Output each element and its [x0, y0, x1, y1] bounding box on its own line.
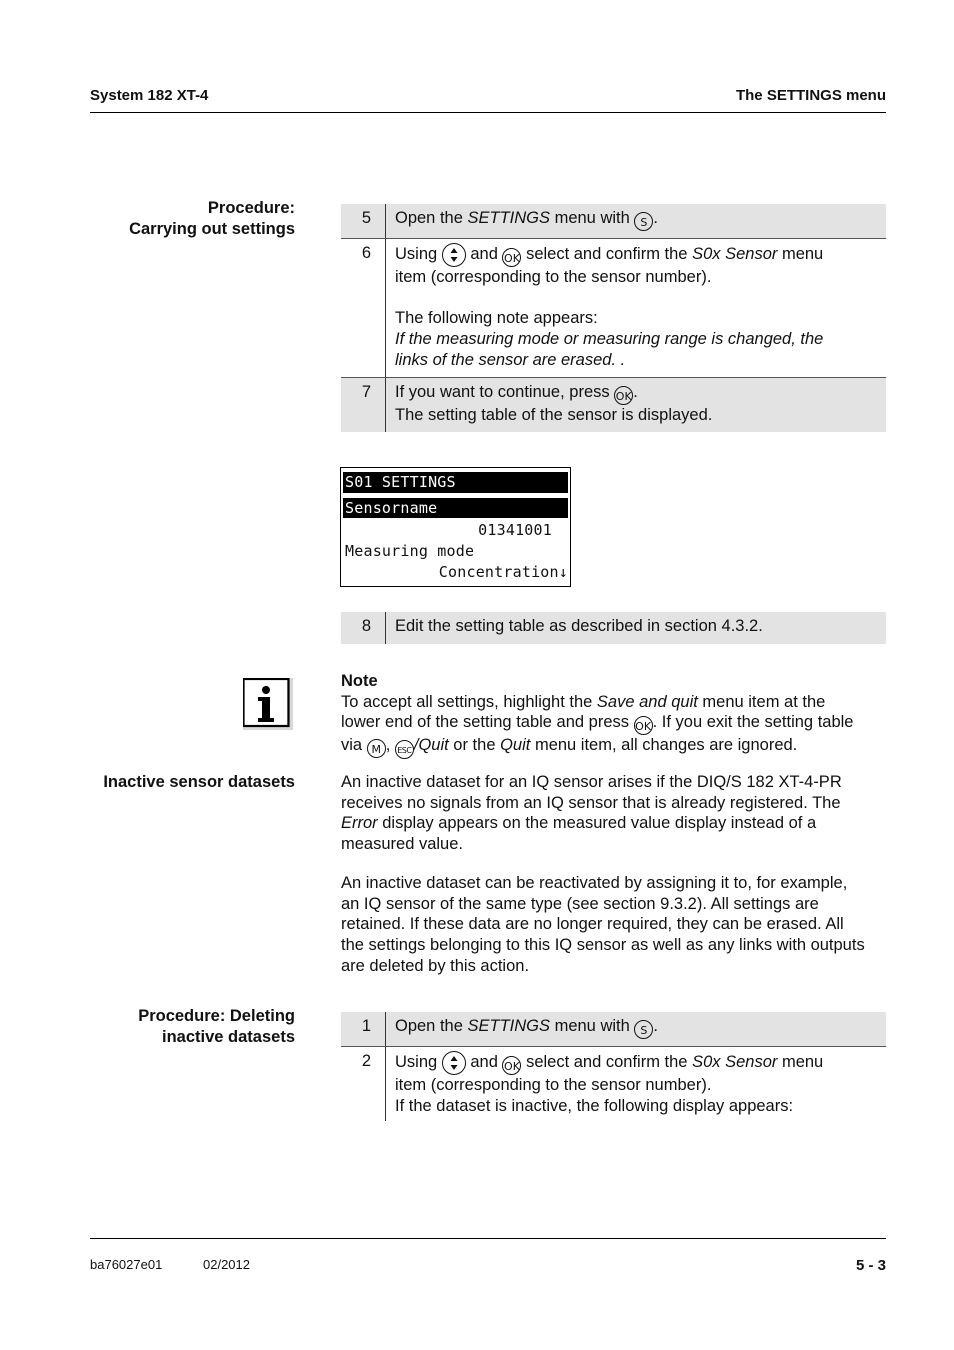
note-block: Note To accept all settings, highlight the Save and quit menu item at the lower end of the setting table and press OK. If you exit the setting table via M , ESC /Quit or the Quit menu item, all changes are ignored. [341, 671, 886, 759]
ok-key-icon: OK [614, 386, 633, 405]
inactive-paragraph-2: An inactive dataset can be reactivated by assigning it to, for example, an IQ sensor of the same type (see section 9.3.2). All settings are retained. If these data are no longer required, they can be erased. All the settings belonging to this IQ sensor as well as any links with outputs are deleted by this action. [341, 874, 865, 975]
step-text: Open the SETTINGS menu with S . [395, 209, 658, 229]
s-key-icon: S [634, 212, 653, 231]
inactive-paragraph-1: An inactive dataset for an IQ sensor arises if the DIQ/S 182 XT-4-PR receives no signals from an IQ sensor that is already registered. The Error display appears on the measured value display instead of a measured value. [341, 773, 842, 854]
header-rule [90, 112, 886, 113]
steps-table-settings [341, 204, 886, 432]
step-number: 5 [341, 204, 386, 238]
info-icon [243, 678, 293, 730]
step-number: 6 [341, 239, 386, 377]
display-value: 01341001 [478, 521, 552, 539]
steps-table-deleting [341, 1012, 886, 1121]
step-text: Using and OK select and confirm the S0x Sensor menu item (corresponding to the sensor number). If the dataset is inactive, the following display appears: [395, 1053, 824, 1115]
ok-key-icon: OK [502, 248, 521, 267]
header-title: System 182 XT-4 [90, 87, 209, 104]
step-text: If you want to continue, press OK. The setting table of the sensor is displayed. [395, 383, 713, 424]
step-row [341, 1046, 886, 1121]
display-title: S01 SETTINGS [343, 472, 568, 493]
display-value: Concentration↓ [438, 563, 568, 581]
steps-table-edit [341, 612, 886, 644]
step-number: 2 [341, 1047, 386, 1121]
footer-date: 02/2012 [203, 1257, 250, 1272]
ok-key-icon: OK [634, 716, 653, 735]
step-text: Open the SETTINGS menu with S . [395, 1017, 658, 1037]
step-row [341, 204, 886, 238]
step-row [341, 612, 886, 644]
note-title: Note [341, 672, 378, 690]
step-row [341, 377, 886, 432]
step-text: Using and OK select and confirm the S0x Sensor menu item (corresponding to the sensor number). The following note appears: If the measuring mode or measuring range is changed, the links of the sensor are erased. . [395, 245, 824, 369]
up-down-arrow-key-icon [442, 243, 466, 267]
step-number: 7 [341, 378, 386, 432]
step-text: Edit the setting table as described in section 4.3.2. [395, 617, 763, 635]
footer-rule [90, 1238, 886, 1239]
m-key-icon: M [367, 739, 386, 758]
display-highlighted-item: Sensorname [343, 498, 568, 518]
step-number: 1 [341, 1012, 386, 1046]
section-heading-deleting: Procedure: Deleting inactive datasets [138, 1007, 295, 1046]
step-number: 8 [341, 612, 386, 644]
section-heading-carrying-out: Procedure: Carrying out settings [129, 199, 295, 238]
esc-key-icon: ESC [395, 740, 414, 759]
s-key-icon: S [634, 1020, 653, 1039]
step-row [341, 1012, 886, 1046]
section-heading-inactive: Inactive sensor datasets [103, 773, 295, 791]
page-number: 5 - 3 [855, 1257, 886, 1274]
footer-doc-number: ba76027e01 [90, 1257, 163, 1272]
header-chapter: The SETTINGS menu [735, 87, 886, 104]
settings-display-screen [340, 467, 571, 587]
up-down-arrow-key-icon [442, 1051, 466, 1075]
ok-key-icon: OK [502, 1056, 521, 1075]
step-row [341, 238, 886, 377]
display-item: Measuring mode [345, 542, 475, 560]
